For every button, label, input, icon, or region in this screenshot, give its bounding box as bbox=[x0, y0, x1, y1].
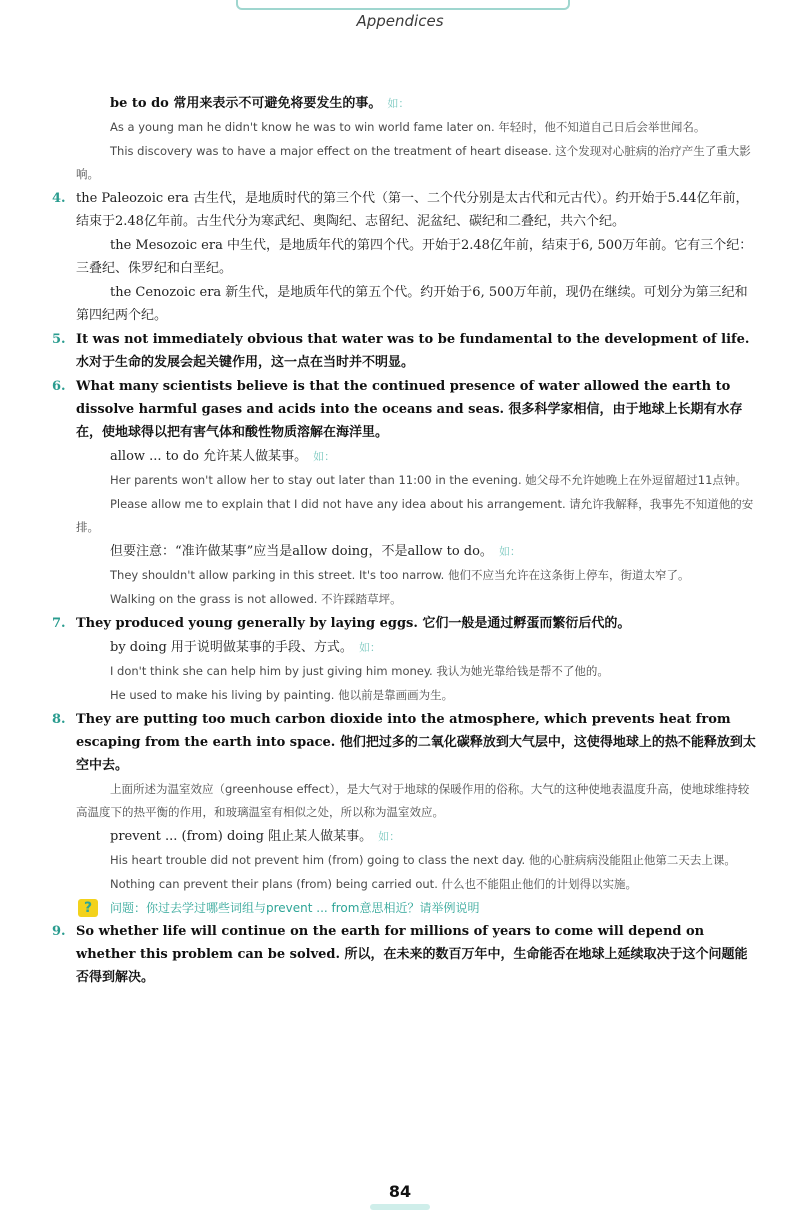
page-number: 84 bbox=[388, 1182, 412, 1201]
term-line: be to do 常用来表示不可避免将要发生的事。 如： bbox=[110, 96, 410, 111]
example-line: Walking on the grass is not allowed. 不许踩踏草坪。 bbox=[110, 592, 402, 606]
note-item-9: 9. So whether life will continue on the earth for millions of years to come will depend on whether this problem can be solved. 所以，在未来的数百万年中，生命能否在地球上延续取决于这个问题能否得到解决。 bbox=[76, 920, 756, 989]
item-number: 6. bbox=[52, 379, 66, 394]
example-marker: 如： bbox=[387, 97, 410, 110]
example-line: I don't think she can help him by just giving him money. 我认为她光靠给钱是帮不了他的。 bbox=[110, 664, 609, 678]
example-line: They shouldn't allow parking in this street. It's too narrow. 他们不应当允许在这条街上停车，街道太窄了。 bbox=[110, 568, 690, 582]
item-number: 7. bbox=[52, 616, 66, 631]
example-marker: 如： bbox=[378, 830, 401, 843]
item-number: 9. bbox=[52, 924, 66, 939]
item-number: 4. bbox=[52, 191, 66, 206]
example-line: This discovery was to have a major effect on the treatment of heart disease. 这个发现对心脏病的治疗产生了重大影响。 bbox=[76, 144, 751, 181]
term-line: prevent ... (from) doing 阻止某人做某事。 如： bbox=[110, 829, 401, 844]
sub-note: the Mesozoic era 中生代，是地质年代的第四个代。开始于2.48亿年前，结束于6, 500万年前。它有三个纪：三叠纪、侏罗纪和白垩纪。 bbox=[76, 238, 753, 276]
item-number: 5. bbox=[52, 332, 66, 347]
sub-note: the Cenozoic era 新生代，是地质年代的第五个代。约开始于6, 500万年前，现仍在继续。可划分为第三纪和第四纪两个纪。 bbox=[76, 285, 748, 323]
example-line: Her parents won't allow her to stay out later than 11:00 in the evening. 她父母不允许她晚上在外逗留超过11点钟。 bbox=[110, 473, 747, 487]
term-line: by doing 用于说明做某事的手段、方式。 如： bbox=[110, 640, 381, 655]
header-decoration bbox=[236, 0, 570, 10]
item-number: 8. bbox=[52, 712, 66, 727]
example-marker: 如： bbox=[313, 450, 336, 463]
note-item-5: 5. It was not immediately obvious that water was to be fundamental to the development of life. 水对于生命的发展会起关键作用，这一点在当时并不明显。 bbox=[76, 328, 756, 374]
example-line: He used to make his living by painting. 他以前是靠画画为生。 bbox=[110, 688, 454, 702]
explanation-line: 上面所述为温室效应（greenhouse effect），是大气对于地球的保暖作用的俗称。大气的这种使地表温度升高，使地球维持较高温度下的热平衡的作用，和玻璃温室有相似之处，所以称为温室效应。 bbox=[76, 782, 750, 819]
note-item-7: 7. They produced young generally by laying eggs. 它们一般是通过孵蛋而繁衍后代的。 bbox=[76, 612, 756, 635]
example-marker: 如： bbox=[498, 545, 521, 558]
note-item-6: 6. What many scientists believe is that the continued presence of water allowed the earth to dissolve harmful gases and acids into the oceans and seas. 很多科学家相信，由于地球上长期有水存在，使地球得以把有害气体和酸性物质溶解在海洋里。 bbox=[76, 375, 756, 444]
example-line: Nothing can prevent their plans (from) being carried out. 什么也不能阻止他们的计划得以实施。 bbox=[110, 877, 637, 891]
page-number-decoration bbox=[370, 1204, 430, 1210]
term-line: allow ... to do 允许某人做某事。 如： bbox=[110, 449, 336, 464]
example-line: Please allow me to explain that I did not have any idea about his arrangement. 请允许我解释，我事先不知道他的安排。 bbox=[76, 497, 754, 534]
example-line: As a young man he didn't know he was to win world fame later on. 年轻时，他不知道自己日后会举世闻名。 bbox=[110, 120, 706, 134]
page-content bbox=[52, 92, 756, 990]
example-marker: 如： bbox=[358, 641, 381, 654]
note-item-4: 4. the Paleozoic era 古生代，是地质时代的第三个代（第一、二个代分别是太古代和元古代）。约开始于5.44亿年前，结束于2.48亿年前。古生代分为寒武纪、奥陶纪、志留纪、泥盆纪、碳纪和二叠纪，共六个纪。 bbox=[76, 187, 756, 233]
running-header: Appendices bbox=[356, 12, 444, 30]
question-icon: ? bbox=[78, 899, 98, 917]
example-line: His heart trouble did not prevent him (from) going to class the next day. 他的心脏病病没能阻止他第二天去上课。 bbox=[110, 853, 736, 867]
term-line: 但要注意：“准许做某事”应当是allow doing，不是allow to do。 如： bbox=[110, 544, 521, 559]
question-prompt: ? 问题：你过去学过哪些词组与prevent ... from意思相近？请举例说明 bbox=[76, 897, 756, 920]
note-item-8: 8. They are putting too much carbon dioxide into the atmosphere, which prevents heat from escaping from the earth into space. 他们把过多的二氧化碳释放到大气层中，这使得地球上的热不能释放到太空中去。 bbox=[76, 708, 756, 777]
